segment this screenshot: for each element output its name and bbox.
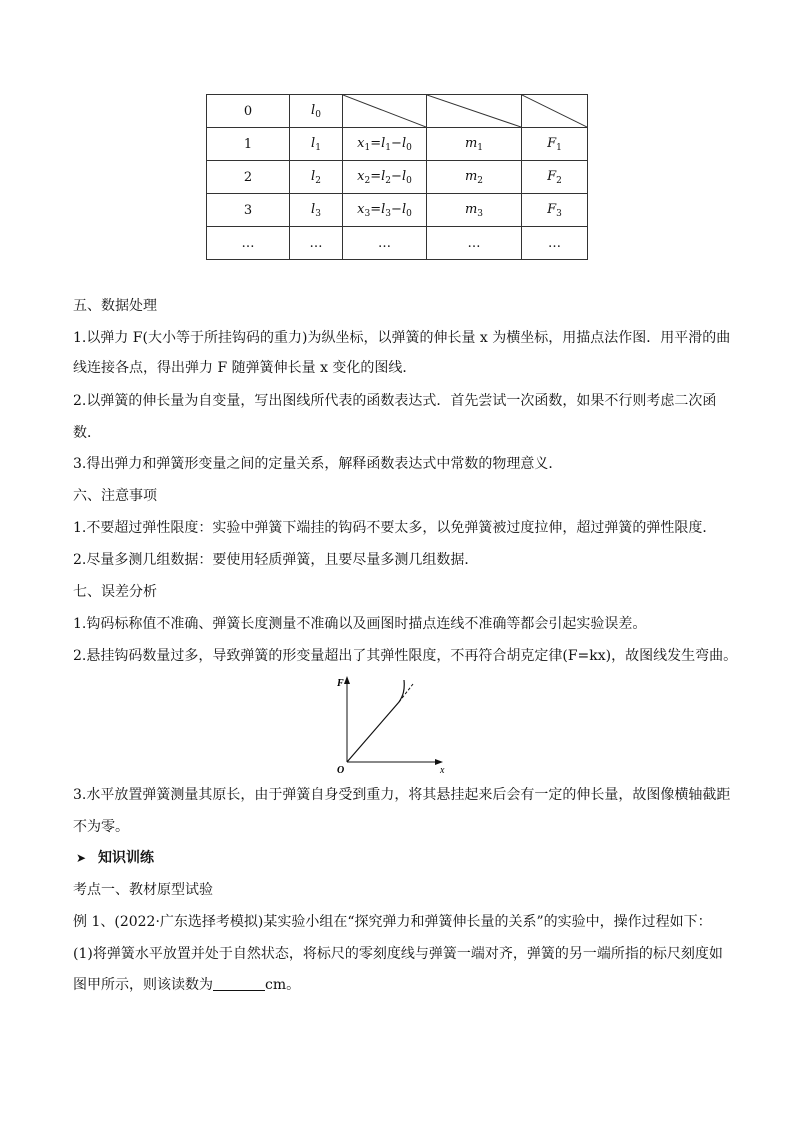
table-cell: $x_2=l_2-l_0$ [343,161,427,194]
paragraph: 3.水平放置弹簧测量其原长，由于弹簧自身受到重力，将其悬挂起来后会有一定的伸长量，故图像横轴截距 [73,787,731,803]
section-title: 七、误差分析 [73,584,157,600]
section-title: 五、数据处理 [73,298,157,314]
origin-label: O [337,765,345,774]
table-row [207,227,588,260]
table-cell: $F_1$ [522,128,588,161]
question-part: 图甲所示，则该读数为 cm。 [73,977,301,993]
paragraph: 不为零。 [73,819,129,835]
table-cell: $m_3$ [427,194,522,227]
paragraph: 2.尽量多测几组数据：要使用轻质弹簧，且要尽量多测几组数据． [73,552,479,568]
answer-blank[interactable] [213,976,265,991]
question-part: (1)将弹簧水平放置并处于自然状态，将标尺的零刻度线与弹簧一端对齐，弹簧的另一端所指的标尺刻度如 [73,946,723,962]
table-cell: … [290,227,343,260]
table-cell: 3 [207,194,290,227]
table-cell: $F_2$ [522,161,588,194]
table-row [207,194,588,227]
table-cell: $F_3$ [522,194,588,227]
paragraph: 2.以弹簧的伸长量为自变量，写出图线所代表的函数表达式．首先尝试一次函数，如果不行则考虑二次函 [73,393,717,409]
diagonal-cell [522,95,588,128]
training-heading: ➤ 知识训练 [76,850,154,866]
paragraph: 3.得出弹力和弹簧形变量之间的定量关系，解释函数表达式中常数的物理意义． [73,456,563,472]
section-title: 六、注意事项 [73,488,157,504]
diagonal-cell [343,95,427,128]
measurement-table [206,94,588,260]
table-cell: … [207,227,290,260]
y-label: F [337,678,344,689]
paragraph: 1.以弹力 F(大小等于所挂钩码的重力)为纵坐标，以弹簧的伸长量 x 为横坐标，用描点法作图．用平滑的曲 [73,330,731,346]
table-cell: $l_1$ [290,128,343,161]
paragraph: 1.不要超过弹性限度：实验中弹簧下端挂的钩码不要太多，以免弹簧被过度拉伸，超过弹簧的弹性限度． [73,520,717,536]
y-axis-arrow [344,676,350,684]
force-extension-graph [333,674,453,774]
x-label: x [440,765,445,774]
curve-line [347,680,404,762]
paragraph: 线连接各点，得出弹力 F 随弹簧伸长量 x 变化的图线． [73,360,417,376]
table-cell: $x_1=l_1-l_0$ [343,128,427,161]
table-cell: $l_2$ [290,161,343,194]
table-cell: … [427,227,522,260]
table-cell: $l_3$ [290,194,343,227]
table-cell: $m_1$ [427,128,522,161]
topic-title: 考点一、教材原型试验 [73,882,213,898]
table-cell: … [343,227,427,260]
paragraph: 数． [73,425,101,441]
diagonal-cell [427,95,522,128]
example-question: 例 1、(2022·广东选择考模拟)某实验小组在“探究弹力和弹簧伸长量的关系”的实验中，操作过程如下： [73,914,712,930]
table-row [207,95,588,128]
arrow-bullet-icon: ➤ [76,851,87,865]
paragraph: 1.钩码标称值不准确、弹簧长度测量不准确以及画图时描点连线不准确等都会引起实验误差。 [73,616,647,632]
table-row [207,128,588,161]
table-cell: $x_3=l_3-l_0$ [343,194,427,227]
table-cell: 1 [207,128,290,161]
table-cell: 0 [207,95,290,128]
table-cell: 2 [207,161,290,194]
paragraph: 2.悬挂钩码数量过多，导致弹簧的形变量超出了其弹性限度，不再符合胡克定律(F=kx)，故图线发生弯曲。 [73,648,738,664]
table-cell: … [522,227,588,260]
table-cell: $m_2$ [427,161,522,194]
table-row [207,161,588,194]
table-cell: $l_0$ [290,95,343,128]
